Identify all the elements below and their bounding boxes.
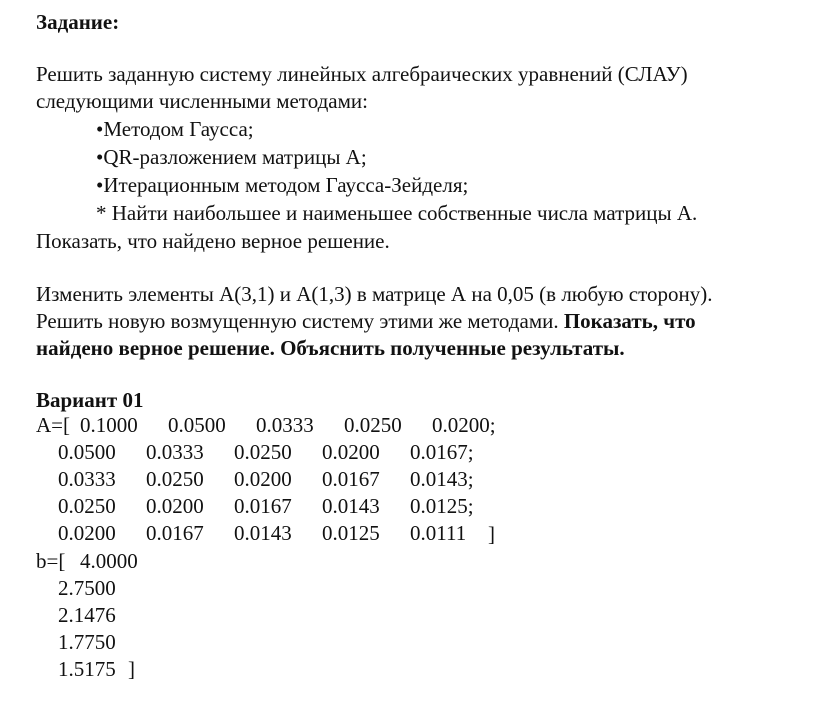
matrix-cell: 0.0167; <box>410 440 474 464</box>
eigenvalue-task: * Найти наибольшее и наименьшее собственные числа матрицы А. <box>96 201 698 225</box>
vector-b-value: 1.7750 <box>58 630 116 654</box>
bullet-qr: •QR-разложением матрицы А; <box>96 145 367 169</box>
vector-b-prefix: b=[ <box>36 549 66 573</box>
matrix-cell: 0.0125; <box>410 494 474 518</box>
matrix-cell: 0.0143 <box>322 494 380 518</box>
matrix-cell: 0.0125 <box>322 521 380 545</box>
vector-b-value: 2.1476 <box>58 603 116 627</box>
matrix-a-prefix: A=[ <box>36 413 71 437</box>
matrix-cell: 0.0333 <box>256 413 314 437</box>
intro-line-2: следующими численными методами: <box>36 89 368 113</box>
matrix-cell: 0.0333 <box>58 467 116 491</box>
vector-b-value: 4.0000 <box>80 549 138 573</box>
show-correct-line: Показать, что найдено верное решение. <box>36 229 390 253</box>
change-elements-line: Изменить элементы А(3,1) и А(1,3) в матрице А на 0,05 (в любую сторону). <box>36 282 713 306</box>
matrix-cell: 0.1000 <box>80 413 138 437</box>
matrix-cell: 0.0143; <box>410 467 474 491</box>
matrix-cell: 0.0200 <box>322 440 380 464</box>
matrix-cell: 0.0200 <box>58 521 116 545</box>
matrix-cell: 0.0167 <box>322 467 380 491</box>
matrix-cell: 0.0200 <box>234 467 292 491</box>
matrix-cell: 0.0333 <box>146 440 204 464</box>
matrix-cell: 0.0250 <box>58 494 116 518</box>
bullet-seidel: •Итерационным методом Гаусса-Зейделя; <box>96 173 469 197</box>
matrix-cell: 0.0111 <box>410 521 467 545</box>
vector-b-close: ] <box>128 657 135 681</box>
matrix-cell: 0.0200; <box>432 413 496 437</box>
vector-b-value: 1.5175 <box>58 657 116 681</box>
matrix-cell: 0.0200 <box>146 494 204 518</box>
matrix-cell: 0.0167 <box>234 494 292 518</box>
variant-title: Вариант 01 <box>36 388 144 412</box>
intro-line-1: Решить заданную систему линейных алгебраических уравнений (СЛАУ) <box>36 62 688 86</box>
bullet-gauss: •Методом Гаусса; <box>96 117 254 141</box>
matrix-cell: 0.0500 <box>168 413 226 437</box>
task-heading: Задание: <box>36 10 120 34</box>
matrix-cell: 0.0143 <box>234 521 292 545</box>
matrix-a-close: ] <box>488 522 495 546</box>
matrix-cell: 0.0500 <box>58 440 116 464</box>
matrix-cell: 0.0250 <box>234 440 292 464</box>
matrix-cell: 0.0250 <box>146 467 204 491</box>
matrix-cell: 0.0250 <box>344 413 402 437</box>
explain-results-line: найдено верное решение. Объяснить полученные результаты. <box>36 336 625 360</box>
solve-perturbed-line <box>36 309 696 333</box>
solve-perturbed-bold: Показать, что <box>563 309 696 333</box>
vector-b-value: 2.7500 <box>58 576 116 600</box>
matrix-cell: 0.0167 <box>146 521 204 545</box>
solve-perturbed-text: Решить новую возмущенную систему этими же методами. <box>36 309 564 333</box>
